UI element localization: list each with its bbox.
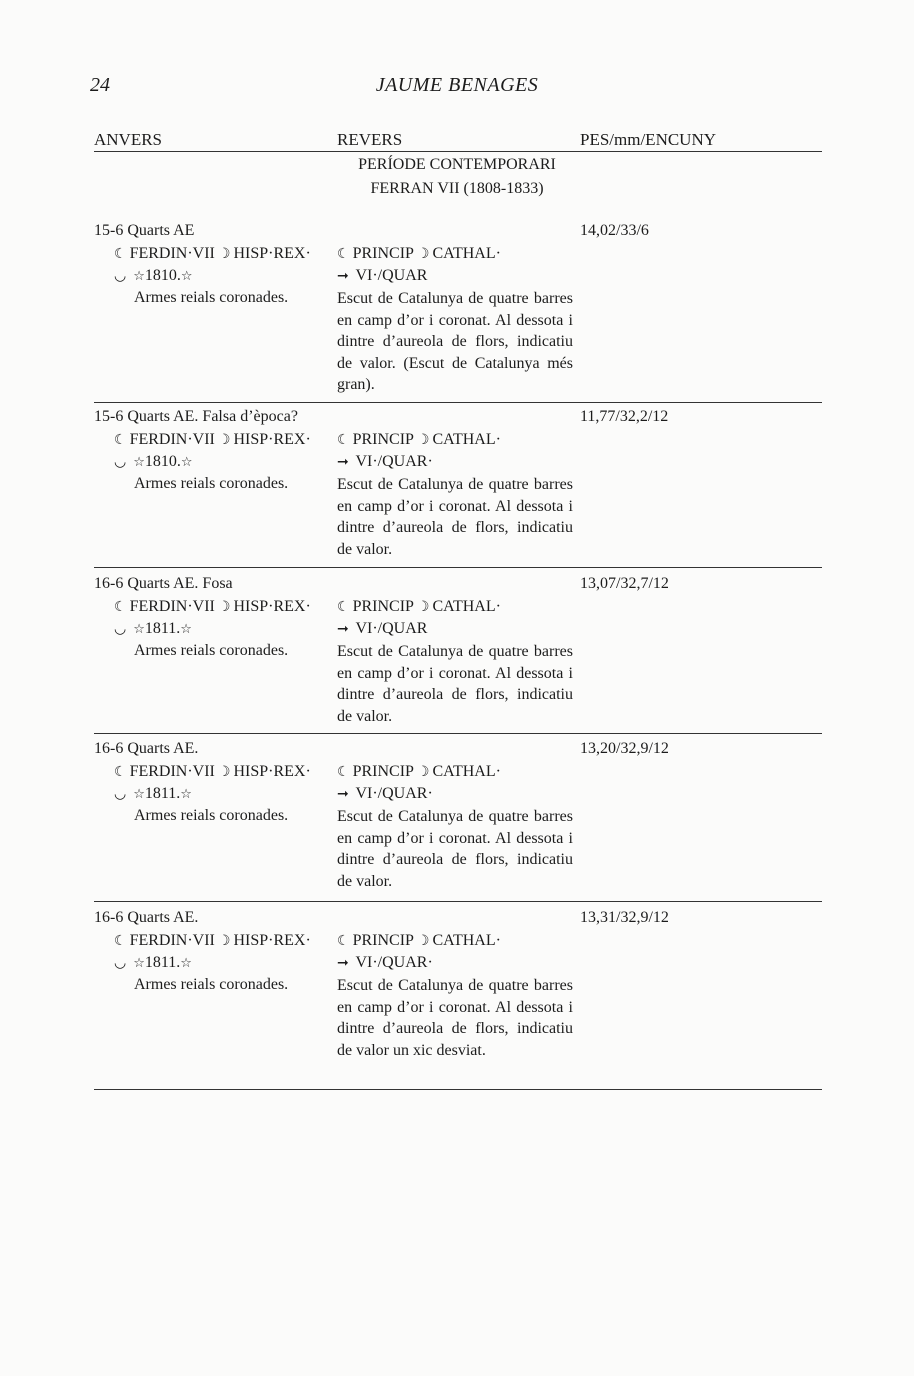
period-reign: FERRAN VII (1808-1833) [370, 180, 544, 197]
reverse-legend: ☾ PRINCIP ☽ CATHAL· [337, 932, 501, 949]
entry-rule [94, 733, 822, 734]
obverse-legend: ☾ FERDIN·VII ☽ HISP·REX· [114, 598, 311, 615]
reverse-description: Escut de Catalunya de quatre barres en camp d’or i coronat. Al dessota i dintre d’aureola de flors, indicatiu de valor. [337, 808, 573, 890]
entry-rule [94, 402, 822, 403]
column-header-weight: PES/mm/ENCUNY [580, 130, 717, 149]
entry-title: 16-6 Quarts AE. [94, 740, 199, 757]
entry-title: 16-6 Quarts AE. Fosa [94, 575, 233, 592]
crescent-mark-icon: ☾ [114, 764, 127, 780]
star-icon: ☆ [133, 269, 145, 284]
star-icon: ☆ [180, 269, 193, 284]
reverse-crescent-mark-icon: ☽ [217, 599, 231, 615]
reverse-value: ➞ VI·/QUAR· [337, 785, 433, 802]
reverse-value: ➞ VI·/QUAR· [337, 954, 433, 971]
obverse-legend: ☾ FERDIN·VII ☽ HISP·REX· [114, 431, 311, 448]
crescent-mark-icon: ☾ [337, 432, 350, 448]
entry-weight: 14,02/33/6 [580, 222, 649, 239]
entry-rule [94, 901, 822, 902]
entry-rule [94, 1089, 822, 1090]
arrow-mark-icon: ➞ [337, 621, 349, 637]
obverse-legend: ☾ FERDIN·VII ☽ HISP·REX· [114, 245, 311, 262]
arrow-mark-icon: ➞ [337, 955, 349, 971]
crescent-mark-icon: ☾ [337, 764, 350, 780]
obverse-description: Armes reials coronades. [134, 475, 289, 492]
obverse-date: ◡ ☆1811.☆ [114, 954, 192, 971]
cup-mark-icon: ◡ [114, 454, 127, 470]
crescent-mark-icon: ☾ [114, 432, 127, 448]
reverse-crescent-mark-icon: ☽ [217, 246, 231, 262]
obverse-date: ◡ ☆1810.☆ [114, 453, 193, 470]
crescent-mark-icon: ☾ [337, 933, 350, 949]
reverse-value: ➞ VI·/QUAR [337, 620, 428, 637]
running-head: JAUME BENAGES [375, 74, 539, 96]
star-icon: ☆ [180, 622, 192, 637]
entry-rule [94, 567, 822, 568]
star-icon: ☆ [133, 787, 145, 802]
reverse-crescent-mark-icon: ☽ [217, 764, 231, 780]
obverse-legend: ☾ FERDIN·VII ☽ HISP·REX· [114, 763, 311, 780]
reverse-crescent-mark-icon: ☽ [217, 432, 231, 448]
obverse-date: ◡ ☆1811.☆ [114, 785, 192, 802]
reverse-description: Escut de Catalunya de quatre barres en camp d’or i coronat. Al dessota i dintre d’aureola de flors, indicatiu de valor. [337, 476, 573, 558]
star-icon: ☆ [133, 622, 145, 637]
reverse-legend: ☾ PRINCIP ☽ CATHAL· [337, 431, 501, 448]
reverse-legend: ☾ PRINCIP ☽ CATHAL· [337, 598, 501, 615]
entry-title: 15-6 Quarts AE [94, 222, 195, 239]
arrow-mark-icon: ➞ [337, 454, 349, 470]
cup-mark-icon: ◡ [114, 621, 127, 637]
obverse-date: ◡ ☆1810.☆ [114, 267, 193, 284]
entry-title: 15-6 Quarts AE. Falsa d’època? [94, 408, 298, 425]
crescent-mark-icon: ☾ [114, 599, 127, 615]
obverse-description: Armes reials coronades. [134, 807, 289, 824]
obverse-description: Armes reials coronades. [134, 642, 289, 659]
period-title: PERÍODE CONTEMPORARI [358, 156, 556, 173]
obverse-description: Armes reials coronades. [134, 289, 289, 306]
star-icon: ☆ [180, 787, 192, 802]
reverse-legend: ☾ PRINCIP ☽ CATHAL· [337, 245, 501, 262]
crescent-mark-icon: ☾ [114, 246, 127, 262]
reverse-value: ➞ VI·/QUAR· [337, 453, 433, 470]
entry-weight: 13,31/32,9/12 [580, 909, 669, 926]
star-icon: ☆ [180, 956, 192, 971]
reverse-crescent-mark-icon: ☽ [416, 246, 430, 262]
cup-mark-icon: ◡ [114, 786, 127, 802]
cup-mark-icon: ◡ [114, 955, 127, 971]
reverse-crescent-mark-icon: ☽ [416, 933, 430, 949]
cup-mark-icon: ◡ [114, 268, 127, 284]
column-header-obverse: ANVERS [94, 130, 163, 149]
reverse-legend: ☾ PRINCIP ☽ CATHAL· [337, 763, 501, 780]
star-icon: ☆ [180, 455, 193, 470]
header-rule [94, 151, 822, 152]
entry-weight: 13,07/32,7/12 [580, 575, 669, 592]
star-icon: ☆ [133, 956, 145, 971]
entry-title: 16-6 Quarts AE. [94, 909, 199, 926]
reverse-crescent-mark-icon: ☽ [217, 933, 231, 949]
entry-weight: 11,77/32,2/12 [580, 408, 669, 425]
entry-weight: 13,20/32,9/12 [580, 740, 669, 757]
star-icon: ☆ [133, 455, 145, 470]
reverse-description: Escut de Catalunya de quatre barres en camp d’or i coronat. Al dessota i dintre d’aureola de flors, indicatiu de valor. (Escut de Catalunya més gran). [337, 290, 573, 393]
reverse-crescent-mark-icon: ☽ [416, 599, 430, 615]
crescent-mark-icon: ☾ [337, 246, 350, 262]
arrow-mark-icon: ➞ [337, 786, 349, 802]
crescent-mark-icon: ☾ [337, 599, 350, 615]
arrow-mark-icon: ➞ [337, 268, 349, 284]
crescent-mark-icon: ☾ [114, 933, 127, 949]
obverse-legend: ☾ FERDIN·VII ☽ HISP·REX· [114, 932, 311, 949]
reverse-description: Escut de Catalunya de quatre barres en camp d’or i coronat. Al dessota i dintre d’aureola de flors, indicatiu de valor un xic desviat. [337, 977, 573, 1059]
reverse-crescent-mark-icon: ☽ [416, 764, 430, 780]
column-header-reverse: REVERS [337, 130, 403, 149]
obverse-date: ◡ ☆1811.☆ [114, 620, 192, 637]
reverse-description: Escut de Catalunya de quatre barres en camp d’or i coronat. Al dessota i dintre d’aureola de flors, indicatiu de valor. [337, 643, 573, 725]
page-number: 24 [90, 74, 110, 96]
reverse-crescent-mark-icon: ☽ [416, 432, 430, 448]
reverse-value: ➞ VI·/QUAR [337, 267, 428, 284]
obverse-description: Armes reials coronades. [134, 976, 289, 993]
